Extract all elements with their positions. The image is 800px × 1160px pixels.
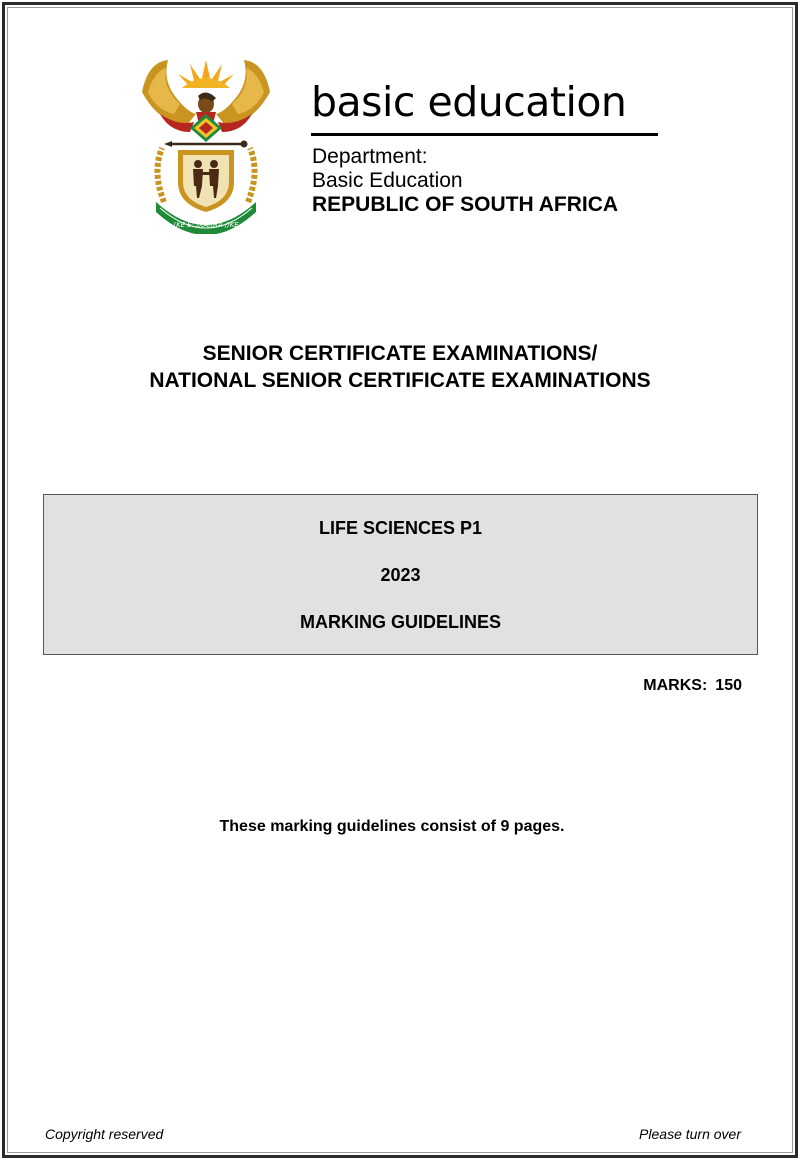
exam-year: 2023 — [380, 565, 421, 585]
footer-turn-over: Please turn over — [639, 1126, 741, 1142]
document-type: MARKING GUIDELINES — [299, 612, 501, 632]
svg-text:!KE E: /XARRA //KE: !KE E: /XARRA //KE — [173, 221, 239, 229]
brand-underline — [311, 133, 658, 136]
brand-title: basic education — [311, 78, 627, 126]
paper-info-box — [43, 494, 758, 655]
coat-of-arms-logo — [138, 52, 274, 234]
department-label: Department: — [312, 145, 428, 168]
department-name: Basic Education — [312, 169, 463, 192]
exam-title-line-1: SENIOR CERTIFICATE EXAMINATIONS/ — [202, 342, 598, 365]
page-count-note: These marking guidelines consist of 9 pages. — [219, 818, 565, 835]
marks-label: MARKS: — [643, 677, 708, 694]
country-name: REPUBLIC OF SOUTH AFRICA — [312, 193, 619, 216]
marks-total — [643, 677, 742, 695]
exam-title-line-2: NATIONAL SENIOR CERTIFICATE EXAMINATIONS — [149, 369, 651, 392]
subject-title: LIFE SCIENCES P1 — [318, 518, 483, 538]
footer-copyright: Copyright reserved — [45, 1126, 164, 1142]
marks-value: 150 — [715, 677, 742, 694]
